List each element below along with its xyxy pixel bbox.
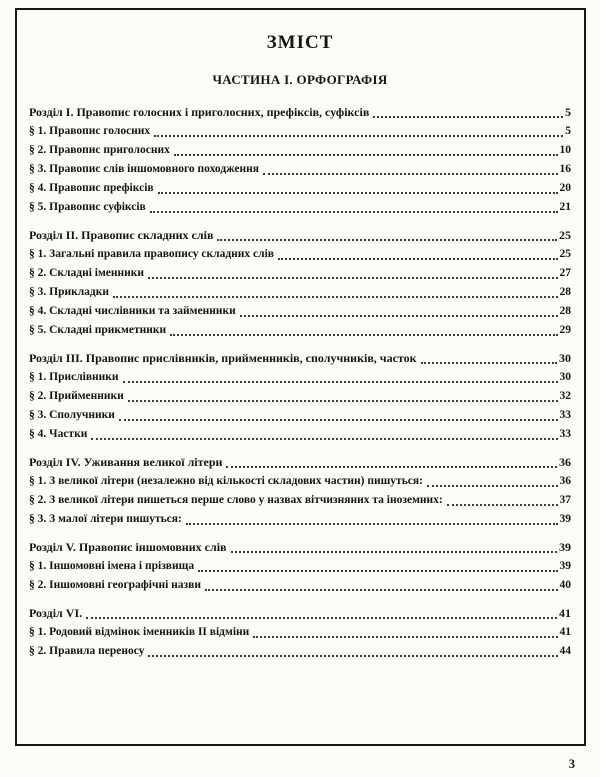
- dot-leader: [128, 400, 558, 402]
- toc-entry-label: § 2. Прийменники: [29, 390, 124, 402]
- toc-entry: [29, 623, 571, 642]
- toc-entry-label: § 3. З малої літери пишуться:: [29, 513, 182, 525]
- dot-leader: [240, 315, 558, 317]
- toc-chapter-entry: [29, 538, 571, 557]
- dot-leader: [91, 438, 557, 440]
- toc-entry-page: 41: [559, 606, 571, 620]
- toc-group: [29, 103, 571, 217]
- toc-entry: [29, 283, 571, 302]
- toc-group: [29, 226, 571, 340]
- toc-entry-page: 44: [559, 645, 571, 657]
- toc-group: [29, 453, 571, 529]
- toc-entry: [29, 368, 571, 387]
- toc-entry-label: Розділ VІ.: [29, 606, 83, 620]
- toc-entry-page: 29: [559, 324, 571, 336]
- toc-entry-label: Розділ І. Правопис голосних і приголосних, префіксів, суфіксів: [29, 105, 370, 119]
- toc-entry: [29, 557, 571, 576]
- toc-entry-page: 36: [559, 455, 571, 469]
- dot-leader: [263, 173, 558, 175]
- toc-entry: [29, 141, 571, 160]
- dot-leader: [253, 636, 557, 638]
- dot-leader: [86, 617, 557, 619]
- toc-entry-page: 30: [559, 351, 571, 365]
- dot-leader: [170, 334, 557, 336]
- toc-entry-page: 39: [559, 560, 571, 572]
- page-border-frame: [15, 8, 586, 746]
- toc-entry-page: 10: [559, 144, 571, 156]
- toc-entry: [29, 160, 571, 179]
- toc-entry-page: 36: [559, 475, 571, 487]
- toc-chapter-entry: [29, 103, 571, 122]
- toc-entry-label: § 2. Іншомовні географічні назви: [29, 579, 201, 591]
- footer-page-number: 3: [568, 757, 575, 771]
- toc-group: [29, 604, 571, 661]
- toc-entry-page: 40: [559, 579, 571, 591]
- toc-entry: [29, 576, 571, 595]
- dot-leader: [278, 258, 557, 260]
- toc-entry-label: § 2. З великої літери пишеться перше слово у назвах вітчизняних та іноземних:: [29, 494, 443, 506]
- toc-entry-page: 27: [559, 267, 571, 279]
- dot-leader: [421, 362, 557, 364]
- toc-entry-page: 21: [559, 201, 571, 213]
- toc-chapter-entry: [29, 604, 571, 623]
- toc-entry: [29, 302, 571, 321]
- dot-leader: [150, 211, 558, 213]
- dot-leader: [113, 296, 558, 298]
- toc-group: [29, 538, 571, 595]
- toc-entry-page: 20: [559, 182, 571, 194]
- dot-leader: [154, 135, 563, 137]
- toc-entry-page: 25: [559, 248, 571, 260]
- toc-entry: [29, 425, 571, 444]
- toc-list: [29, 103, 571, 661]
- toc-entry-label: Розділ V. Правопис іншомовних слів: [29, 540, 227, 554]
- toc-entry: [29, 245, 571, 264]
- toc-entry-page: 5: [565, 125, 571, 137]
- toc-entry-page: 33: [559, 428, 571, 440]
- toc-entry-page: 33: [559, 409, 571, 421]
- toc-entry-label: § 1. З великої літери (незалежно від кількості складових частин) пишуться:: [29, 475, 423, 487]
- dot-leader: [205, 589, 558, 591]
- toc-entry-label: § 5. Складні прикметники: [29, 324, 167, 336]
- toc-entry-label: Розділ ІІІ. Правопис прислівників, прийменників, сполучників, часток: [29, 351, 417, 365]
- dot-leader: [119, 419, 558, 421]
- toc-entry-label: Розділ ІV. Уживання великої літери: [29, 455, 223, 469]
- dot-leader: [158, 192, 558, 194]
- toc-entry: [29, 122, 571, 141]
- dot-leader: [148, 655, 557, 657]
- toc-entry-label: § 4. Складні числівники та займенники: [29, 305, 236, 317]
- dot-leader: [186, 523, 558, 525]
- toc-entry-page: 28: [559, 305, 571, 317]
- toc-entry-page: 39: [559, 540, 571, 554]
- toc-entry-label: § 1. Правопис голосних: [29, 125, 151, 137]
- dot-leader: [447, 504, 558, 506]
- toc-entry-page: 32: [559, 390, 571, 402]
- toc-chapter-entry: [29, 226, 571, 245]
- toc-entry-page: 37: [559, 494, 571, 506]
- toc-entry: [29, 179, 571, 198]
- toc-entry-label: § 2. Правопис приголосних: [29, 144, 170, 156]
- toc-entry-label: § 4. Правопис префіксів: [29, 182, 154, 194]
- toc-entry: [29, 472, 571, 491]
- toc-entry-label: § 3. Сполучники: [29, 409, 115, 421]
- toc-group: [29, 349, 571, 444]
- dot-leader: [373, 116, 563, 118]
- toc-entry-page: 28: [559, 286, 571, 298]
- toc-chapter-entry: [29, 453, 571, 472]
- toc-entry-label: § 3. Прикладки: [29, 286, 109, 298]
- toc-entry: [29, 387, 571, 406]
- toc-entry: [29, 321, 571, 340]
- toc-entry-label: § 1. Загальні правила правопису складних слів: [29, 248, 275, 260]
- toc-entry: [29, 642, 571, 661]
- toc-entry-page: 30: [559, 371, 571, 383]
- toc-entry-label: § 2. Правила переносу: [29, 645, 145, 657]
- toc-entry: [29, 510, 571, 529]
- toc-entry-page: 41: [559, 626, 571, 638]
- toc-entry-label: Розділ ІІ. Правопис складних слів: [29, 228, 214, 242]
- dot-leader: [148, 277, 557, 279]
- toc-entry-label: § 2. Складні іменники: [29, 267, 145, 279]
- toc-entry-label: § 4. Частки: [29, 428, 88, 440]
- dot-leader: [174, 154, 558, 156]
- toc-entry-page: 16: [559, 163, 571, 175]
- toc-entry-label: § 3. Правопис слів іншомовного походження: [29, 163, 259, 175]
- dot-leader: [226, 466, 557, 468]
- dot-leader: [123, 381, 558, 383]
- toc-chapter-entry: [29, 349, 571, 368]
- toc-entry-page: 25: [559, 228, 571, 242]
- toc-entry-page: 5: [565, 105, 571, 119]
- toc-entry-label: § 1. Родовий відмінок іменників ІІ відміни: [29, 626, 250, 638]
- toc-entry: [29, 491, 571, 510]
- page-title: ЗМІСТ: [266, 32, 334, 53]
- toc-entry-label: § 1. Іншомовні імена і прізвища: [29, 560, 195, 572]
- dot-leader: [231, 551, 557, 553]
- toc-entry-label: § 5. Правопис суфіксів: [29, 201, 146, 213]
- toc-entry: [29, 198, 571, 217]
- toc-entry: [29, 406, 571, 425]
- toc-entry-page: 39: [559, 513, 571, 525]
- dot-leader: [427, 485, 558, 487]
- toc-entry-label: § 1. Прислівники: [29, 371, 119, 383]
- toc-entry: [29, 264, 571, 283]
- dot-leader: [217, 239, 557, 241]
- dot-leader: [198, 570, 557, 572]
- part-heading: ЧАСТИНА І. ОРФОГРАФІЯ: [212, 72, 388, 87]
